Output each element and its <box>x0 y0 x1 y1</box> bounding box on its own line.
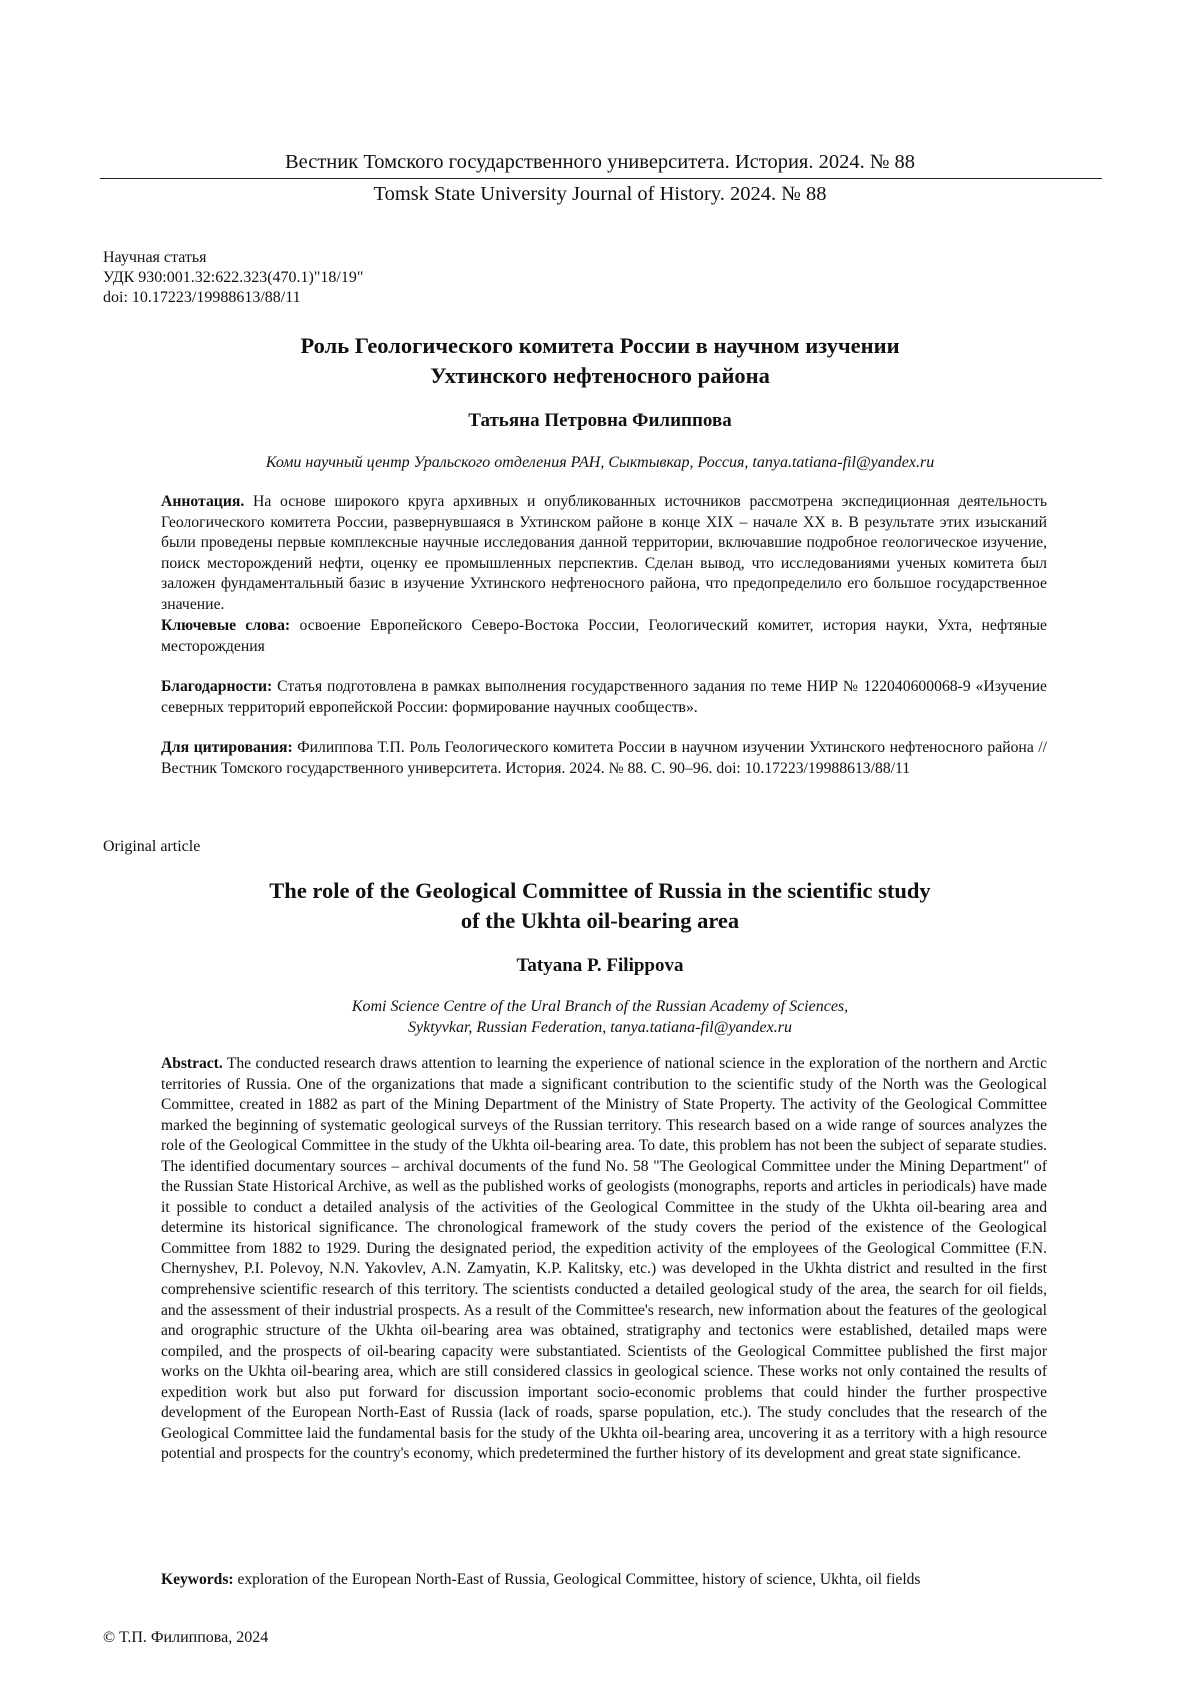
abstract-en <box>161 1054 1047 1465</box>
keywords-en-label: Keywords: <box>161 1571 234 1588</box>
title-ru-line-2: Ухтинского нефтеносного района <box>430 363 770 388</box>
title-ru-line-1: Роль Геологического комитета России в научном изучении <box>300 333 900 358</box>
keywords-en-text: exploration of the European North-East of Russia, Geological Committee, history of science, Ukhta, oil fields <box>237 1571 921 1588</box>
title-en-line-2: of the Ukhta oil-bearing area <box>460 908 740 933</box>
journal-title-ru: Вестник Томского государственного университета. История. 2024. № 88 <box>284 151 916 173</box>
keywords-en <box>161 1570 1047 1591</box>
affiliation-en-line-2: Syktyvkar, Russian Federation, tanya.tatiana-fil@yandex.ru <box>408 1019 792 1036</box>
acknowledgements-ru-label: Благодарности: <box>161 678 273 695</box>
header-divider <box>100 178 1102 179</box>
article-type-en: Original article <box>103 838 201 855</box>
keywords-ru <box>161 616 1047 657</box>
article-type-ru: Научная статья <box>103 249 207 266</box>
abstract-en-text: The conducted research draws attention to learning the experience of national science in the exploration of the northern and Arctic territories of Russia. One of the organizations that made a significant contribution to the scientific study of the North was the Geological Committee, created in 1882 as part of the Mining Department of the Ministry of State Property. The activity of the Geological Committee marked the beginning of systematic geological surveys of the Russian territory. This research based on a wide range of sources analyzes the role of the Geological Committee in the study of the Ukhta oil-bearing area. To date, this problem has not been the subject of separate studies. The identified documentary sources – archival documents of the fund No. 58 "The Geological Committee under the Mining Department" of the Russian State Historical Archive, as well as the published works of geologists (monographs, reports and articles in periodicals) have made it possible to conduct a detailed analysis of the activities of the Geological Committee in the study of the Ukhta oil-bearing area and determine its historical significance. The chronological framework of the study covers the period of the existence of the Geological Committee from 1882 to 1929. During the designated period, the expedition activity of the employees of the Geological Committee (F.N. Chernyshev, P.I. Polevoy, N.N. Yakovlev, A.N. Zamyatin, K.P. Kalitsky, etc.) was developed in the Ukhta district and resulted in the first comprehensive scientific research of this territory. The scientists conducted a detailed geological study of the area, the search for oil fields, and the assessment of their industrial prospects. As a result of the Committee's research, new information about the features of the geological and orographic structure of the Ukhta oil-bearing area was obtained, stratigraphy and tectonics were established, detailed maps were compiled, and the prospects of oil-bearing capacity were substantiated. Scientists of the Geological Committee published the first major works on the Ukhta oil-bearing area, which are still considered classics in geological science. These works not only contained the results of expedition work but also put forward for discussion important socio-economic problems that could hinder the further prospective development of the European North-East of Russia (lack of roads, sparse population, etc.). The study concludes that the research of the Geological Committee laid the fundamental basis for the study of the Ukhta oil-bearing area, uncovering it as a territory with a high resource potential and prospects for the country's economy, which predetermined the further history of its development and great state significance. <box>161 1055 1047 1463</box>
title-en-line-1: The role of the Geological Committee of Russia in the scientific study <box>269 878 931 903</box>
affiliation-ru-line: Коми научный центр Уральского отделения РАН, Сыктывкар, Россия, tanya.tatiana-fil@yandex.ru <box>265 454 935 471</box>
acknowledgements-ru-text: Статья подготовлена в рамках выполнения государственного задания по теме НИР № 122040600068-9 «Изучение северных территорий европейской России: формирование научных сообществ». <box>161 678 1048 716</box>
journal-title-en: Tomsk State University Journal of History. 2024. № 88 <box>373 183 827 205</box>
doi: doi: 10.17223/19988613/88/11 <box>103 289 301 306</box>
article-title-ru <box>100 331 1100 391</box>
abstract-ru <box>161 492 1047 616</box>
article-meta-ru <box>103 248 363 308</box>
author-name-en: Tatyana P. Filippova <box>516 955 684 976</box>
copyright-notice: © Т.П. Филиппова, 2024 <box>103 1629 269 1646</box>
citation-ru-text: Филиппова Т.П. Роль Геологического комитета России в научном изучении Ухтинского нефтеносного района // Вестник Томского государственного университета. История. 2024. № 88. С. 90–96. doi: 10.17223/19988613/88/11 <box>161 739 1048 777</box>
abstract-ru-text: На основе широкого круга архивных и опубликованных источников рассмотрена экспедиционная деятельность Геологического комитета России, развернувшаяся в Ухтинском районе в конце XIX – начале XX в. В результате этих изысканий были проведены первые комплексные научные исследования данной территории, включавшие подробное геологическое изучение, поиск месторождений нефти, оценку ее промышленных перспектив. Сделан вывод, что исследованиями ученых комитета был заложен фундаментальный базис в изучение Ухтинского нефтеносного района, что предопределило его большое государственное значение. <box>161 493 1047 613</box>
affiliation-en <box>100 996 1100 1038</box>
citation-ru <box>161 738 1047 779</box>
affiliation-ru <box>100 452 1100 473</box>
udc-code: УДК 930:001.32:622.323(470.1)"18/19" <box>103 269 364 286</box>
affiliation-en-line-1: Komi Science Centre of the Ural Branch of the Russian Academy of Sciences, <box>351 998 849 1015</box>
keywords-ru-text: освоение Европейского Северо-Востока России, Геологический комитет, история науки, Ухта, нефтяные месторождения <box>161 617 1047 655</box>
article-title-en <box>100 876 1100 936</box>
acknowledgements-ru <box>161 677 1047 718</box>
abstract-ru-label: Аннотация. <box>161 493 245 510</box>
abstract-en-label: Abstract. <box>161 1055 223 1072</box>
keywords-ru-label: Ключевые слова: <box>161 617 291 634</box>
citation-ru-label: Для цитирования: <box>161 739 293 756</box>
author-name-ru: Татьяна Петровна Филиппова <box>468 410 732 431</box>
